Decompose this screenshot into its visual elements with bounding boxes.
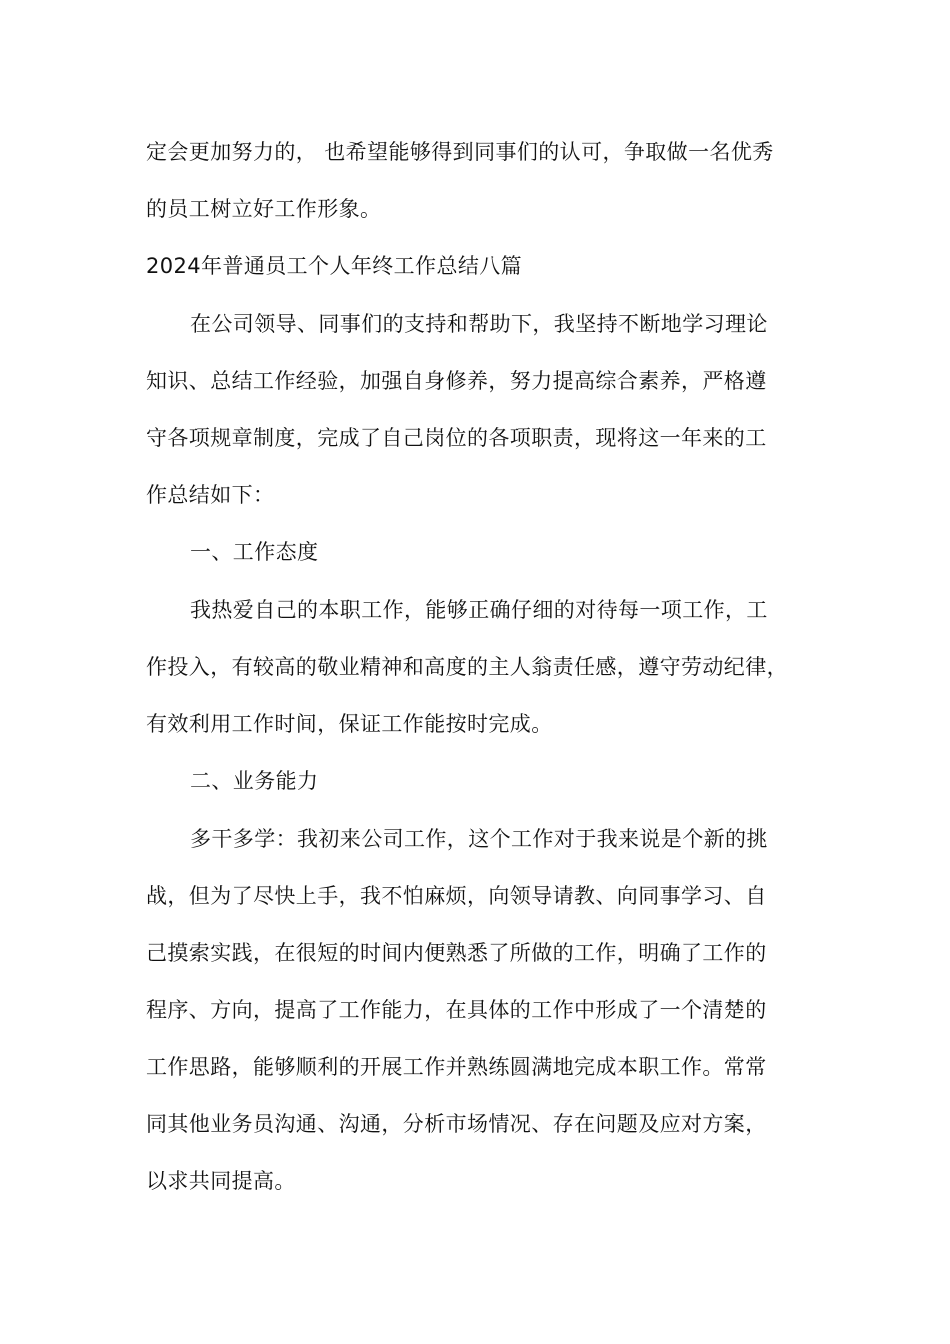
- paragraph-line: 我热爱自己的本职工作，能够正确仔细的对待每一项工作，工: [190, 598, 768, 622]
- paragraph-line: 守各项规章制度，完成了自己岗位的各项职责，现将这一年来的工: [146, 426, 767, 450]
- paragraph-line: 的员工树立好工作形象。: [146, 197, 382, 221]
- paragraph-line: 有效利用工作时间，保证工作能按时完成。: [146, 712, 553, 736]
- paragraph-line: 同其他业务员沟通、沟通，分析市场情况、存在问题及应对方案，: [146, 1112, 767, 1136]
- paragraph-line: 在公司领导、同事们的支持和帮助下，我坚持不断地学习理论: [190, 312, 768, 336]
- paragraph-line: 工作思路，能够顺利的开展工作并熟练圆满地完成本职工作。常常: [146, 1055, 767, 1079]
- section-title: 2024年普通员工个人年终工作总结八篇: [146, 254, 523, 278]
- paragraph-line: 己摸索实践，在很短的时间内便熟悉了所做的工作，明确了工作的: [146, 941, 767, 965]
- paragraph-line: 定会更加努力的， 也希望能够得到同事们的认可，争取做一名优秀: [146, 140, 774, 164]
- section-heading: 一、工作态度: [190, 540, 319, 564]
- paragraph-line: 多干多学：我初来公司工作，这个工作对于我来说是个新的挑: [190, 827, 768, 851]
- section-heading: 二、业务能力: [190, 769, 319, 793]
- paragraph-line: 作投入，有较高的敬业精神和高度的主人翁责任感，遵守劳动纪律，: [146, 655, 788, 679]
- paragraph-line: 以求共同提高。: [146, 1169, 296, 1193]
- paragraph-line: 战，但为了尽快上手，我不怕麻烦，向领导请教、向同事学习、自: [146, 884, 767, 908]
- paragraph-line: 作总结如下：: [146, 483, 275, 507]
- paragraph-line: 程序、方向，提高了工作能力，在具体的工作中形成了一个清楚的: [146, 998, 767, 1022]
- paragraph-line: 知识、总结工作经验，加强自身修养，努力提高综合素养，严格遵: [146, 369, 767, 393]
